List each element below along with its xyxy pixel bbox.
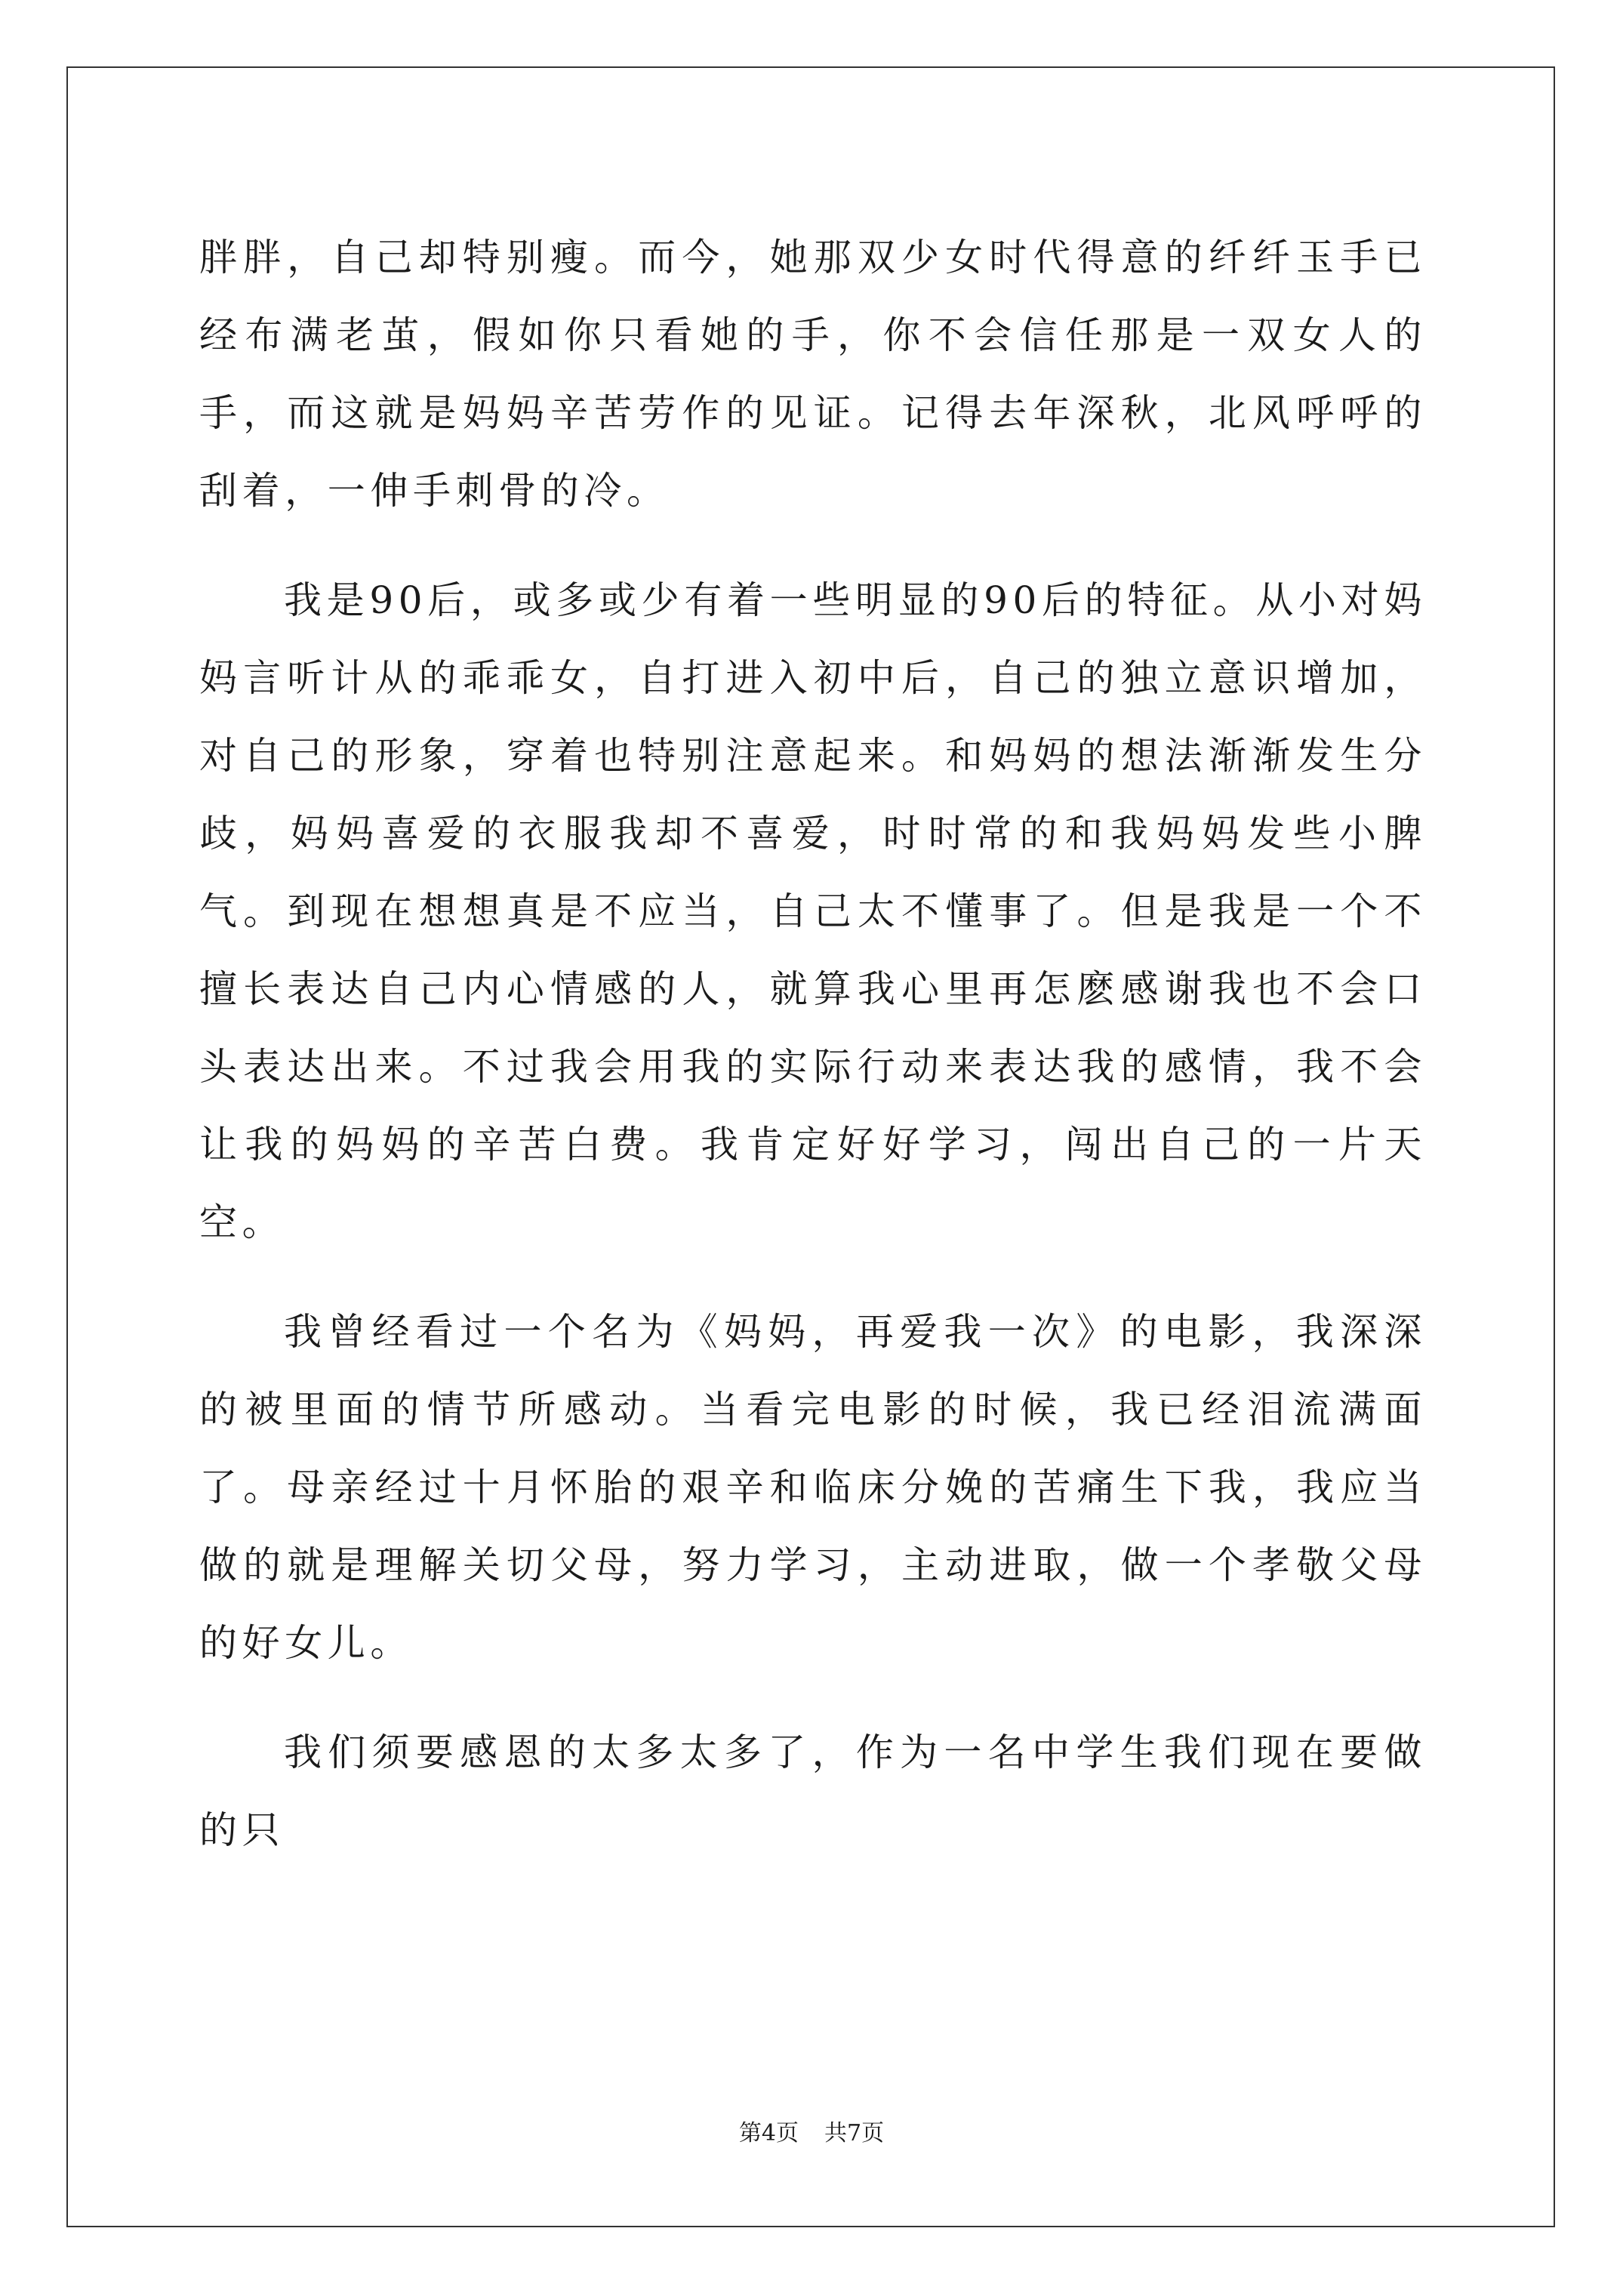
paragraph-2: 我是90后，或多或少有着一些明显的90后的特征。从小对妈妈言听计从的乖乖女，自打进入初中后，自己的独立意识增加，对自己的形象，穿着也特别注意起来。和妈妈的想法渐渐发生分歧，妈妈喜爱的衣服我却不喜爱，时时常的和我妈妈发些小脾气。到现在想想真是不应当，自己太不懂事了。但是我是一个不擅长表达自己内心情感的人，就算我心里再怎麽感谢我也不会口头表达出来。不过我会用我的实际行动来表达我的感情，我不会让我的妈妈的辛苦白费。我肯定好好学习，闯出自己的一片天空。 [199,578,1427,1244]
paragraph-3: 我曾经看过一个名为《妈妈，再爱我一次》的电影，我深深的被里面的情节所感动。当看完电影的时候，我已经泪流满面了。母亲经过十月怀胎的艰辛和临床分娩的苦痛生下我，我应当做的就是理解关切父母，努力学习，主动进取，做一个孝敬父母的好女儿。 [199,1310,1427,1665]
page-number: 第4页 [738,2120,799,2147]
document-body [199,219,1427,1869]
paragraph-4: 我们须要感恩的太多太多了，作为一名中学生我们现在要做的只 [199,1730,1427,1852]
page-total: 共7页 [824,2120,885,2147]
paragraph-1: 胖胖，自己却特别瘦。而今，她那双少女时代得意的纤纤玉手已经布满老茧，假如你只看她的手，你不会信任那是一双女人的手，而这就是妈妈辛苦劳作的见证。记得去年深秋，北风呼呼的刮着，一伸手刺骨的冷。 [199,236,1427,513]
page-footer [0,2119,1623,2149]
